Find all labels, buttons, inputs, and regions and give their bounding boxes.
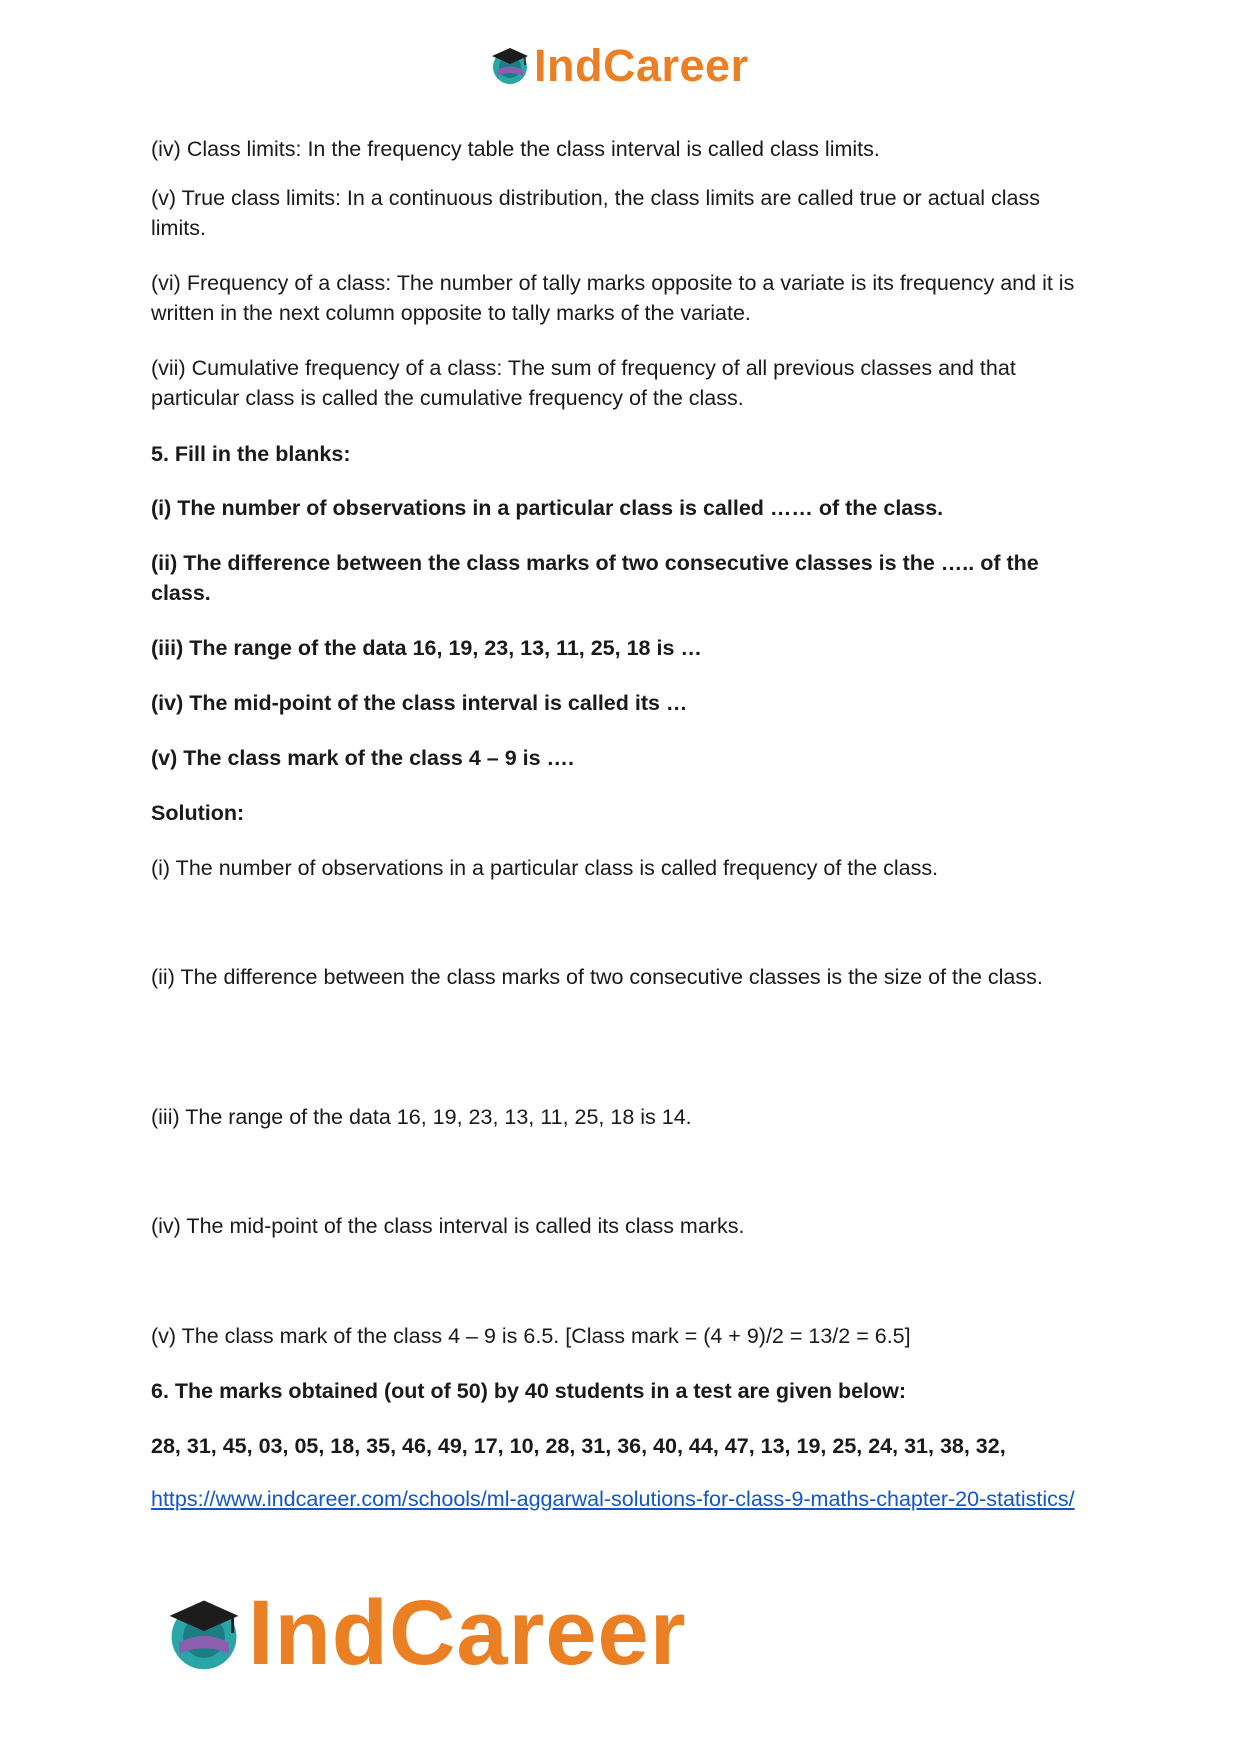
question-item: (v) The class mark of the class 4 – 9 is …. [151, 746, 575, 770]
question-item: (ii) The difference between the class marks of two consecutive classes is the ….. of the class. [151, 551, 1039, 605]
paragraph: (v) True class limits: In a continuous distribution, the class limits are called true or actual class limits. [151, 186, 1041, 240]
paragraph: (vi) Frequency of a class: The number of tally marks opposite to a variate is its frequency and it is written in the next column opposite to tally marks of the variate. [151, 271, 1075, 325]
source-url-link[interactable]: https://www.indcareer.com/schools/ml-aggarwal-solutions-for-class-9-maths-chapter-20-statistics/ [151, 1487, 1075, 1511]
graduation-cap-icon [162, 1591, 246, 1675]
question-heading: 5. Fill in the blanks: [151, 442, 351, 466]
graduation-cap-icon [488, 43, 532, 87]
question-item: (iii) The range of the data 16, 19, 23, 13, 11, 25, 18 is … [151, 636, 702, 660]
footer-logo [162, 1582, 687, 1684]
solution-item: (i) The number of observations in a particular class is called frequency of the class. [151, 856, 939, 880]
solution-item: (v) The class mark of the class 4 – 9 is 6.5. [Class mark = (4 + 9)/2 = 13/2 = 6.5] [151, 1324, 911, 1348]
solution-heading: Solution: [151, 801, 245, 825]
paragraph: (iv) Class limits: In the frequency table the class interval is called class limits. [151, 137, 880, 161]
solution-item: (iv) The mid-point of the class interval is called its class marks. [151, 1214, 745, 1238]
paragraph: (vii) Cumulative frequency of a class: The sum of frequency of all previous classes and that particular class is called the cumulative frequency of the class. [151, 356, 1016, 410]
question-item: (iv) The mid-point of the class interval is called its … [151, 691, 688, 715]
solution-item: (ii) The difference between the class marks of two consecutive classes is the size of the class. [151, 965, 1043, 989]
header-logo [488, 40, 749, 90]
question-item: (i) The number of observations in a particular class is called …… of the class. [151, 496, 944, 520]
question-heading: 6. The marks obtained (out of 50) by 40 students in a test are given below: [151, 1379, 907, 1403]
footer-logo-text: IndCareer [248, 1582, 687, 1684]
data-values: 28, 31, 45, 03, 05, 18, 35, 46, 49, 17, 10, 28, 31, 36, 40, 44, 47, 13, 19, 25, 24, 31, 38, 32, [151, 1434, 1006, 1458]
solution-item: (iii) The range of the data 16, 19, 23, 13, 11, 25, 18 is 14. [151, 1105, 692, 1129]
header-logo-text: IndCareer [534, 39, 749, 91]
